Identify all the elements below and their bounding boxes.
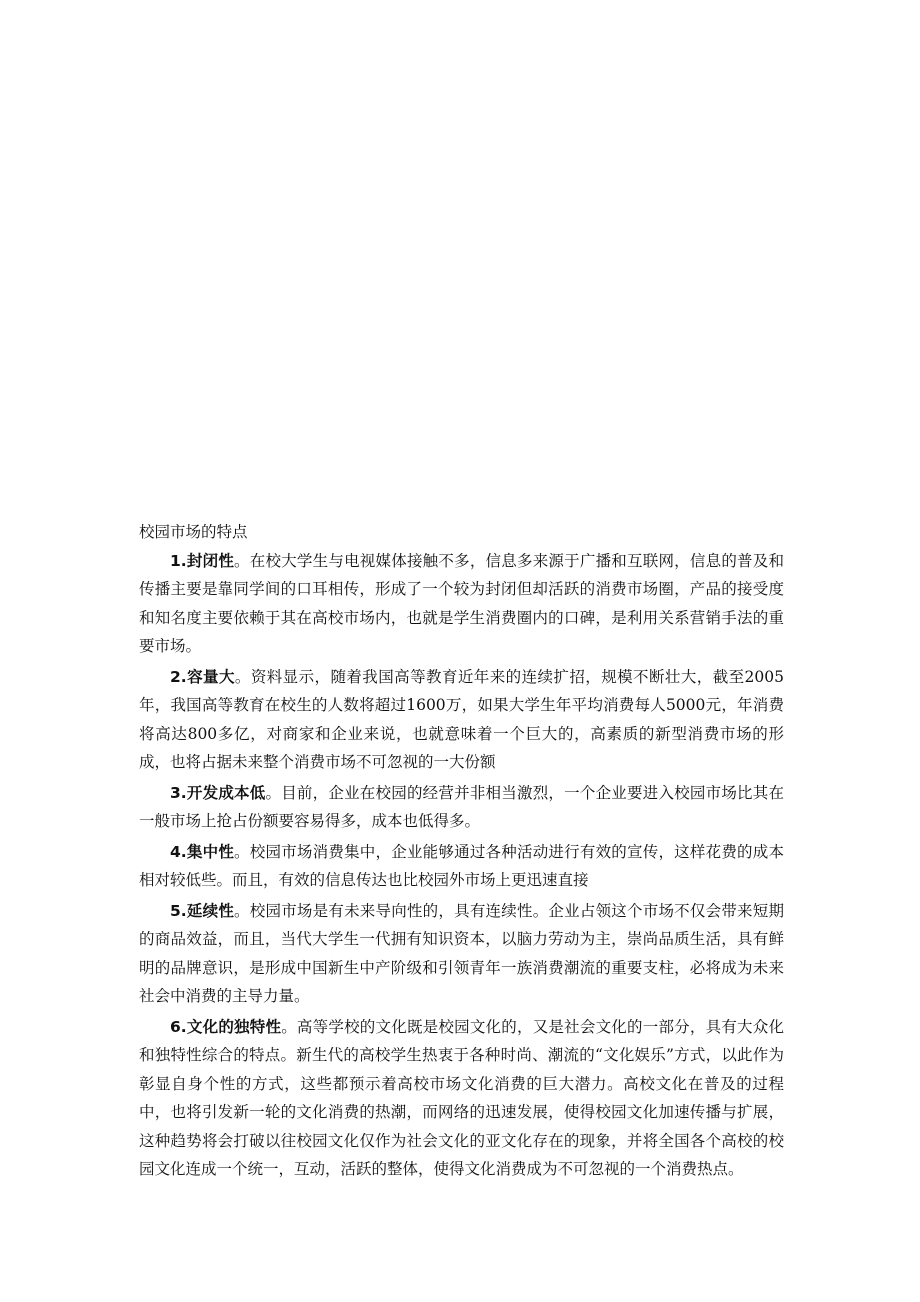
section-text-2: 。资料显示，随着我国高等教育近年来的连续扩招，规模不断壮大，截至2005年，我国高等教育在校生的人数将超过1600万，如果大学生年平均消费每人5000元，年消费将高达800多亿，对商家和企业来说，也就意味着一个巨大的，高素质的新型消费市场的形成，也将占据未来整个消费市场不可忽视的一大份额 — [139, 667, 784, 771]
section-text-3: 。目前，企业在校园的经营并非相当激烈，一个企业要进入校园市场比其在一般市场上抢占份额要容易得多，成本也低得多。 — [139, 783, 784, 830]
section-paragraph-5 — [139, 897, 784, 1011]
section-heading-4: 4.集中性 — [170, 842, 235, 861]
section-heading-6: 6.文化的独特性 — [170, 1017, 282, 1036]
document-title: 校园市场的特点 — [139, 523, 248, 541]
section-text-1: 。在校大学生与电视媒体接触不多，信息多来源于广播和互联网，信息的普及和传播主要是靠同学间的口耳相传，形成了一个较为封闭但却活跃的消费市场圈，产品的接受度和知名度主要依赖于其在高校市场内，也就是学生消费圈内的口碑，是利用关系营销手法的重要市场。 — [139, 551, 784, 655]
section-paragraph-6 — [139, 1013, 784, 1184]
section-heading-1: 1.封闭性 — [170, 551, 235, 570]
section-text-5: 。校园市场是有未来导向性的，具有连续性。企业占领这个市场不仅会带来短期的商品效益，而且，当代大学生一代拥有知识资本，以脑力劳动为主，崇尚品质生活，具有鲜明的品牌意识，是形成中国新生中产阶级和引领青年一族消费潮流的重要支柱，必将成为未来社会中消费的主导力量。 — [139, 901, 784, 1005]
section-heading-2: 2.容量大 — [170, 667, 235, 686]
section-heading-5: 5.延续性 — [170, 901, 235, 920]
document-body — [139, 518, 784, 1186]
section-paragraph-2 — [139, 663, 784, 777]
section-paragraph-4 — [139, 838, 784, 895]
section-text-6: 。高等学校的文化既是校园文化的，又是社会文化的一部分，具有大众化和独特性综合的特点。新生代的高校学生热衷于各种时尚、潮流的“文化娱乐”方式，以此作为彰显自身个性的方式，这些都预示着高校市场文化消费的巨大潜力。高校文化在普及的过程中，也将引发新一轮的文化消费的热潮，而网络的迅速发展，使得校园文化加速传播与扩展，这种趋势将会打破以往校园文化仅作为社会文化的亚文化存在的现象，并将全国各个高校的校园文化连成一个统一，互动，活跃的整体，使得文化消费成为不可忽视的一个消费热点。 — [139, 1017, 784, 1178]
section-heading-3: 3.开发成本低 — [170, 783, 266, 802]
section-text-4: 。校园市场消费集中，企业能够通过各种活动进行有效的宣传，这样花费的成本相对较低些。而且，有效的信息传达也比校园外市场上更迅速直接 — [139, 842, 784, 889]
section-paragraph-3 — [139, 779, 784, 836]
section-paragraph-1 — [139, 547, 784, 661]
